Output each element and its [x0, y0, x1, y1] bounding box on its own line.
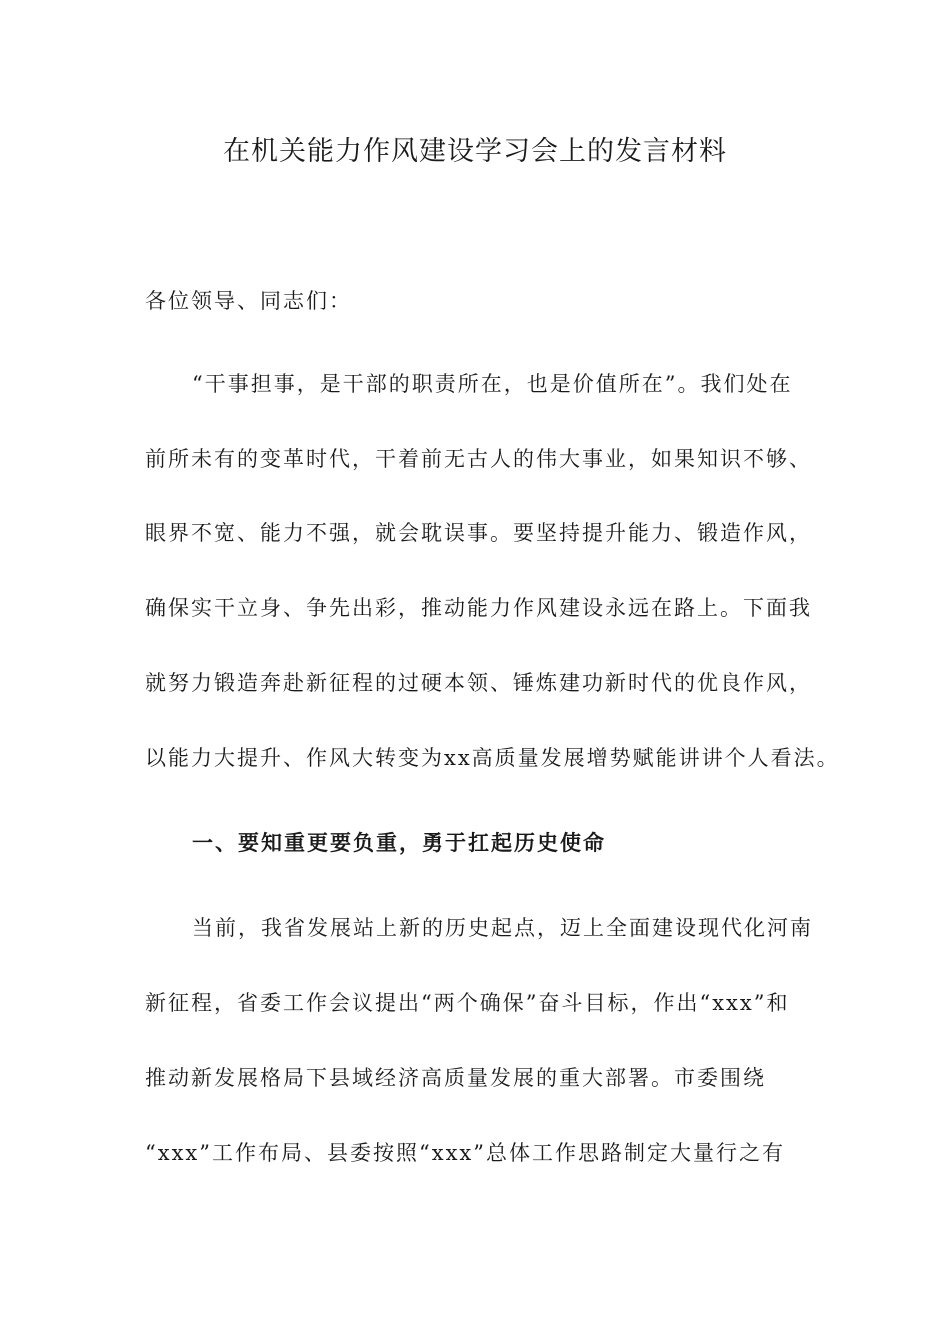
- paragraph-line: “xxx”工作布局、县委按照“xxx”总体工作思路制定大量行之有: [145, 1141, 786, 1165]
- salutation: 各位领导、同志们：: [145, 289, 352, 313]
- section-heading: 一、要知重更要负重，勇于扛起历史使命: [192, 830, 606, 855]
- paragraph-line: 前所未有的变革时代，干着前无古人的伟大事业，如果知识不够、: [145, 447, 812, 471]
- paragraph-line: 新征程，省委工作会议提出“两个确保”奋斗目标，作出“xxx”和: [145, 991, 790, 1015]
- document-title: 在机关能力作风建设学习会上的发言材料: [223, 136, 727, 167]
- paragraph-line: 当前，我省发展站上新的历史起点，迈上全面建设现代化河南: [192, 916, 813, 940]
- paragraph-line: “干事担事，是干部的职责所在，也是价值所在”。我们处在: [192, 372, 793, 396]
- paragraph-line: 推动新发展格局下县域经济高质量发展的重大部署。市委围绕: [145, 1066, 766, 1090]
- paragraph-line: 确保实干立身、争先出彩，推动能力作风建设永远在路上。下面我: [145, 596, 812, 620]
- paragraph-line: 眼界不宽、能力不强，就会耽误事。要坚持提升能力、锻造作风，: [145, 521, 812, 545]
- paragraph-line: 以能力大提升、作风大转变为xx高质量发展增势赋能讲讲个人看法。: [145, 746, 840, 770]
- paragraph-line: 就努力锻造奔赴新征程的过硬本领、锤炼建功新时代的优良作风，: [145, 671, 812, 695]
